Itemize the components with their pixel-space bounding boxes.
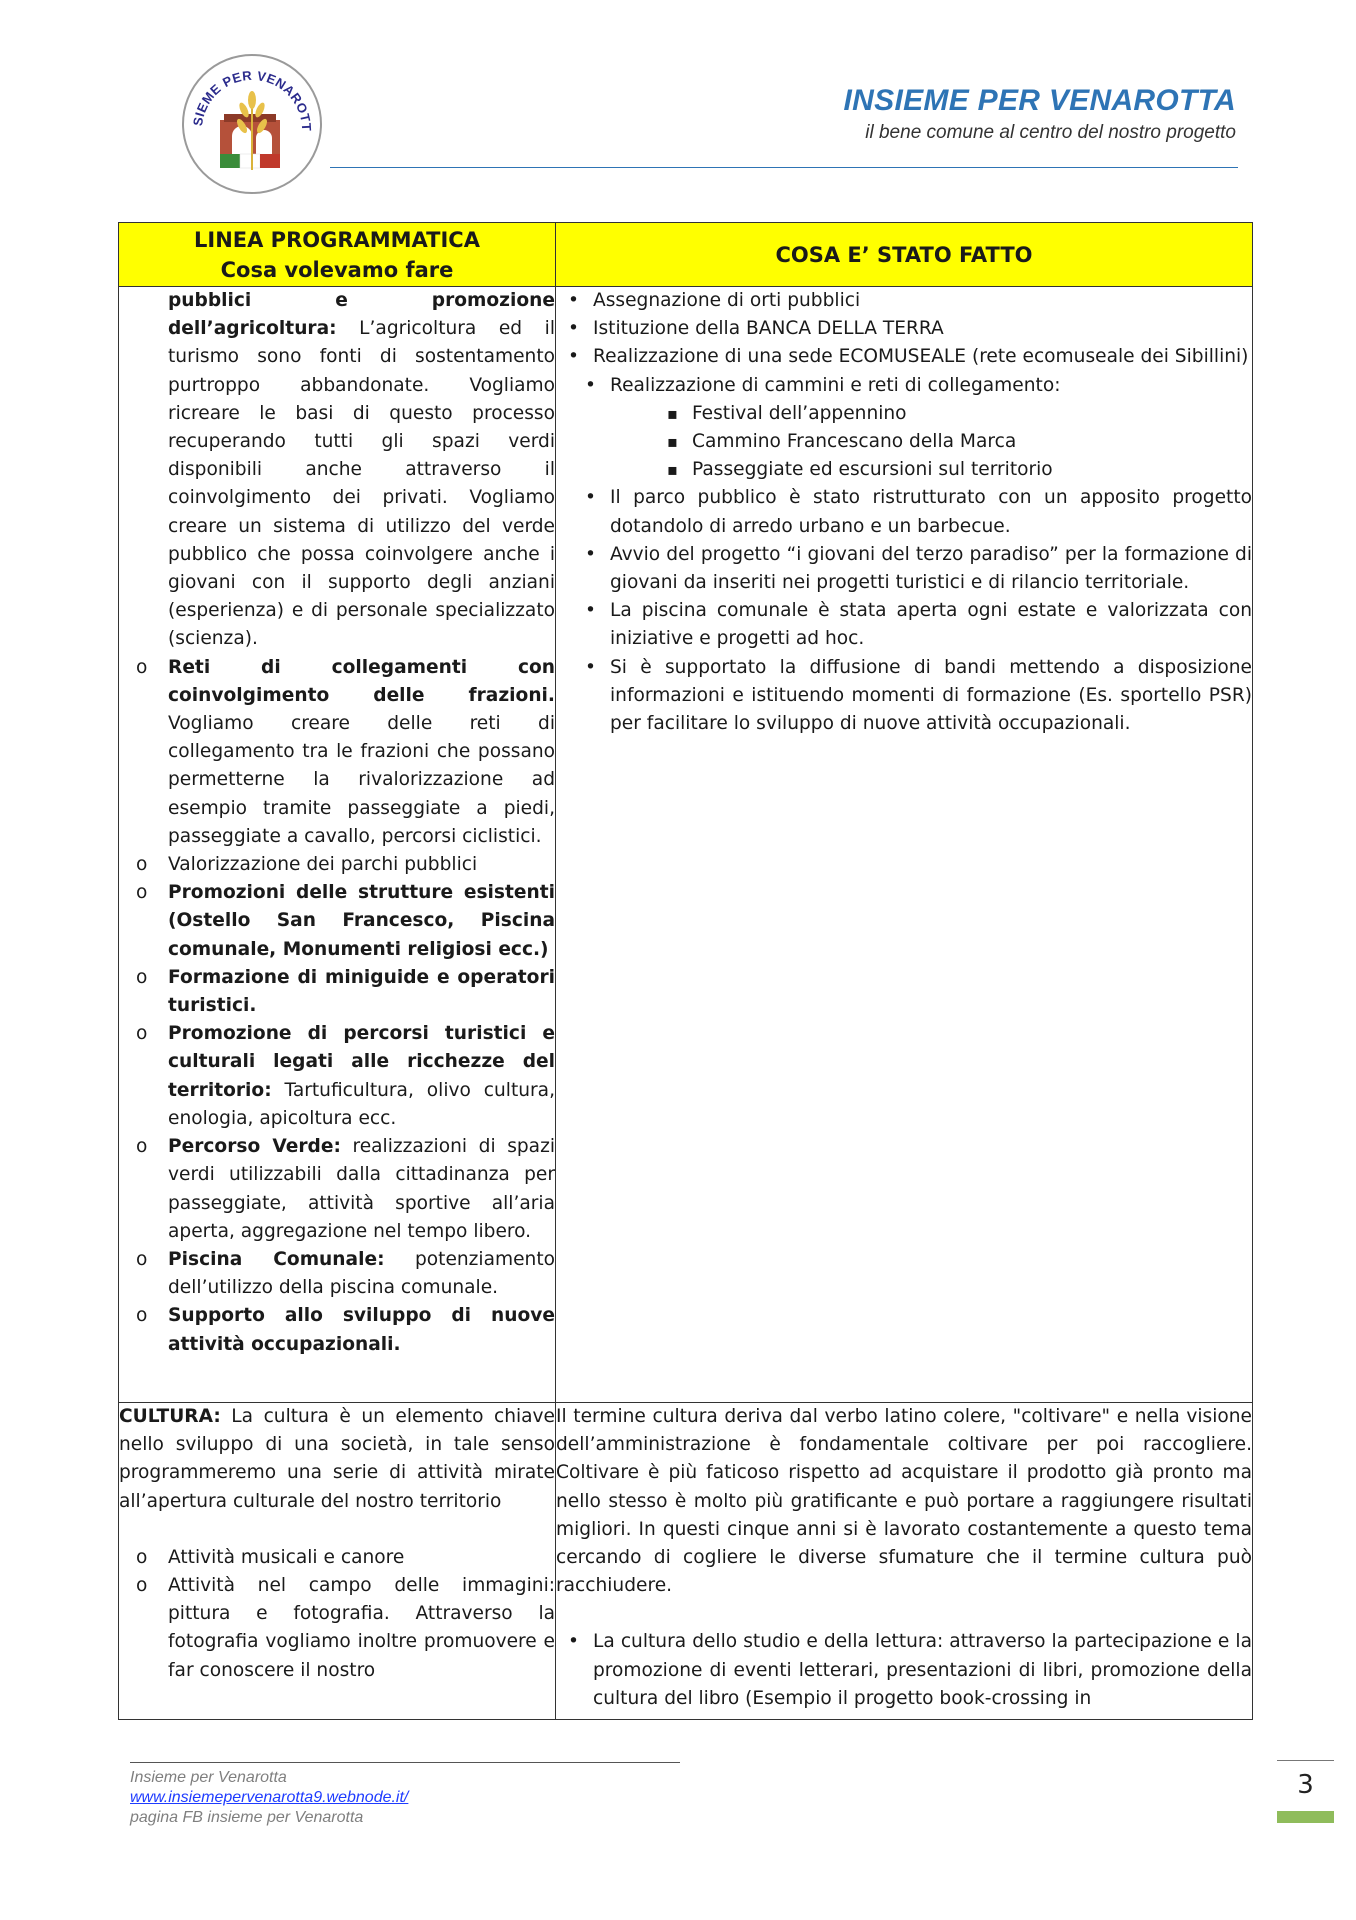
list-item xyxy=(119,1302,555,1358)
col-header-program-line1: LINEA PROGRAMMATICA xyxy=(194,227,480,252)
bullet-item: • Realizzazione di una sede ECOMUSEALE (rete ecomuseale dei Sibillini) xyxy=(556,343,1252,371)
item-text: potenziamento dell’utilizzo della piscina comunale. xyxy=(168,1248,555,1299)
culture-program-content xyxy=(119,1403,555,1719)
cell-program-agriculture xyxy=(119,287,556,1403)
bullet-item: • Avvio del progetto “i giovani del terzo paradiso” per la formazione di giovani da inseriti nei progetti turistici e di rilancio territoriale. xyxy=(556,541,1252,597)
item-text: Valorizzazione dei parchi pubblici xyxy=(168,854,478,876)
item-bold: Piscina Comunale: xyxy=(168,1248,385,1270)
bullet-item: • Assegnazione di orti pubblici xyxy=(556,287,1252,315)
culture-list xyxy=(119,1544,555,1685)
culture-done-content xyxy=(556,1403,1252,1719)
page-number-rule xyxy=(1277,1760,1334,1761)
cell-done-agriculture xyxy=(556,287,1253,1403)
item-bold: Supporto allo sviluppo di nuove attività occupazionali. xyxy=(168,1305,555,1355)
bullet-item: • Il parco pubblico è stato ristrutturato con un apposito progetto dotandolo di arredo urbano e un barbecue. xyxy=(556,484,1252,540)
list-item xyxy=(119,851,555,879)
bullet-item: • La piscina comunale è stata aperta ogni estate e valorizzata con iniziative e progetti ad hoc. xyxy=(556,597,1252,653)
done-list xyxy=(556,287,1252,738)
list-item: o Attività nel campo delle immagini: pittura e fotografia. Attraverso la fotografia vogliamo inoltre promuovere e far conoscere il nostro xyxy=(119,1572,555,1685)
table-row-culture xyxy=(119,1403,1253,1720)
item-text: Tartuficultura, olivo cultura, enologia, apicoltura ecc. xyxy=(168,1079,555,1129)
footer-website-link[interactable]: www.insiemepervenarotta9.webnode.it/ xyxy=(130,1789,409,1806)
page-number-bar xyxy=(1277,1811,1334,1823)
footer-divider xyxy=(130,1762,680,1763)
culture-intro-bold: CULTURA: xyxy=(119,1406,221,1427)
header-title: INSIEME PER VENAROTTA xyxy=(843,84,1236,117)
list-item xyxy=(119,1020,555,1133)
footer xyxy=(130,1768,408,1828)
logo-text: SIEME PER VENAROTT xyxy=(190,67,315,131)
sub-bullet-item: ▪ Passeggiate ed escursioni sul territorio xyxy=(556,456,1252,484)
item-bold: Promozioni delle strutture esistenti (Ostello San Francesco, Piscina comunale, Monumenti religiosi ecc.) xyxy=(168,882,555,960)
item-bold: Promozione di percorsi turistici e culturali legati alle ricchezze del territorio: xyxy=(168,1023,555,1101)
cell-program-culture xyxy=(119,1403,556,1720)
list-item xyxy=(119,1246,555,1302)
culture-intro-text: La cultura è un elemento chiave nello sviluppo di una società, in tale senso programmeremo una serie di attività mirate all’apertura culturale del nostro territorio xyxy=(119,1406,555,1512)
intro-text: L’agricoltura ed il turismo sono fonti di sostentamento purtroppo abbandonate. Vogliamo ricreare le basi di questo processo recuperando tutti gli spazi verdi disponibili anche attraverso il coinvolgimento dei privati. Vogliamo creare un sistema di utilizzo del verde pubblico che possa coinvolgere anche i giovani con il supporto degli anziani (esperienza) e di personale specializzato (scienza). xyxy=(168,318,555,650)
col-header-done: COSA E’ STATO FATTO xyxy=(556,223,1253,287)
sub-bullet-item: ▪ Cammino Francescano della Marca xyxy=(556,428,1252,456)
bullet-item: • Realizzazione di cammini e reti di collegamento: xyxy=(556,372,1252,400)
footer-facebook-page: pagina FB insieme per Venarotta xyxy=(130,1809,364,1826)
item-text: Vogliamo creare delle reti di collegamento tra le frazioni che possano permetterne la rivalorizzazione ad esempio tramite passeggiate a piedi, passeggiate a cavallo, percorsi ciclistici. xyxy=(168,713,555,847)
item-bold: Percorso Verde: xyxy=(168,1136,341,1158)
list-item xyxy=(119,879,555,964)
culture-intro xyxy=(119,1403,555,1516)
item-bold: Formazione di miniguide e operatori turistici. xyxy=(168,966,555,1017)
list-item xyxy=(119,1133,555,1246)
footer-org-name: Insieme per Venarotta xyxy=(130,1769,287,1786)
bullet-item: • Istituzione della BANCA DELLA TERRA xyxy=(556,315,1252,343)
table-header-row xyxy=(119,223,1253,287)
item-bold: Reti di collegamenti con coinvolgimento delle frazioni. xyxy=(168,656,555,706)
table-row-agriculture xyxy=(119,287,1253,1403)
intro-bold: pubblici e promozione dell’agricoltura: xyxy=(168,290,555,340)
list-item xyxy=(119,964,555,1020)
culture-done-list xyxy=(556,1628,1252,1713)
header-divider xyxy=(330,167,1238,168)
bullet-item: • La cultura dello studio e della lettura: attraverso la partecipazione e la promozione di eventi letterari, presentazioni di libri, promozione della cultura del libro (Esempio il progetto book-crossing in xyxy=(556,1628,1252,1713)
bullet-item: • Si è supportato la diffusione di bandi mettendo a disposizione informazioni e istituendo momenti di formazione (Es. sportello PSR) per facilitare lo sviluppo di nuove attività occupazionali. xyxy=(556,654,1252,739)
list-item: o Attività musicali e canore xyxy=(119,1544,555,1572)
header-subtitle: il bene comune al centro del nostro progetto xyxy=(865,122,1236,143)
col-header-program xyxy=(119,223,556,287)
item-text: realizzazioni di spazi verdi utilizzabili dalla cittadinanza per passeggiate, attività sportive all’aria aperta, aggregazione nel tempo libero. xyxy=(168,1136,556,1242)
col-header-program-line2: Cosa volevamo fare xyxy=(220,257,454,282)
logo xyxy=(180,52,324,196)
sub-bullet-item: ▪ Festival dell’appennino xyxy=(556,400,1252,428)
cell-done-culture xyxy=(556,1403,1253,1720)
list-item xyxy=(119,654,555,851)
culture-paragraph: Il termine cultura deriva dal verbo latino colere, "coltivare" e nella visione dell’amministrazione è fondamentale coltivare per poi raccogliere. Coltivare è più faticoso rispetto ad acquistare il prodotto già pronto ma nello stesso è molto più gratificante e può portare a raggiungere risultati migliori. In questi cinque anni si è lavorato costantemente a questo tema cercando di cogliere le diverse sfumature che il termine cultura può racchiudere. xyxy=(556,1406,1252,1597)
page-number: 3 xyxy=(1297,1770,1314,1800)
program-table xyxy=(118,222,1253,1720)
program-list xyxy=(119,287,555,1359)
list-item-intro xyxy=(119,287,555,654)
